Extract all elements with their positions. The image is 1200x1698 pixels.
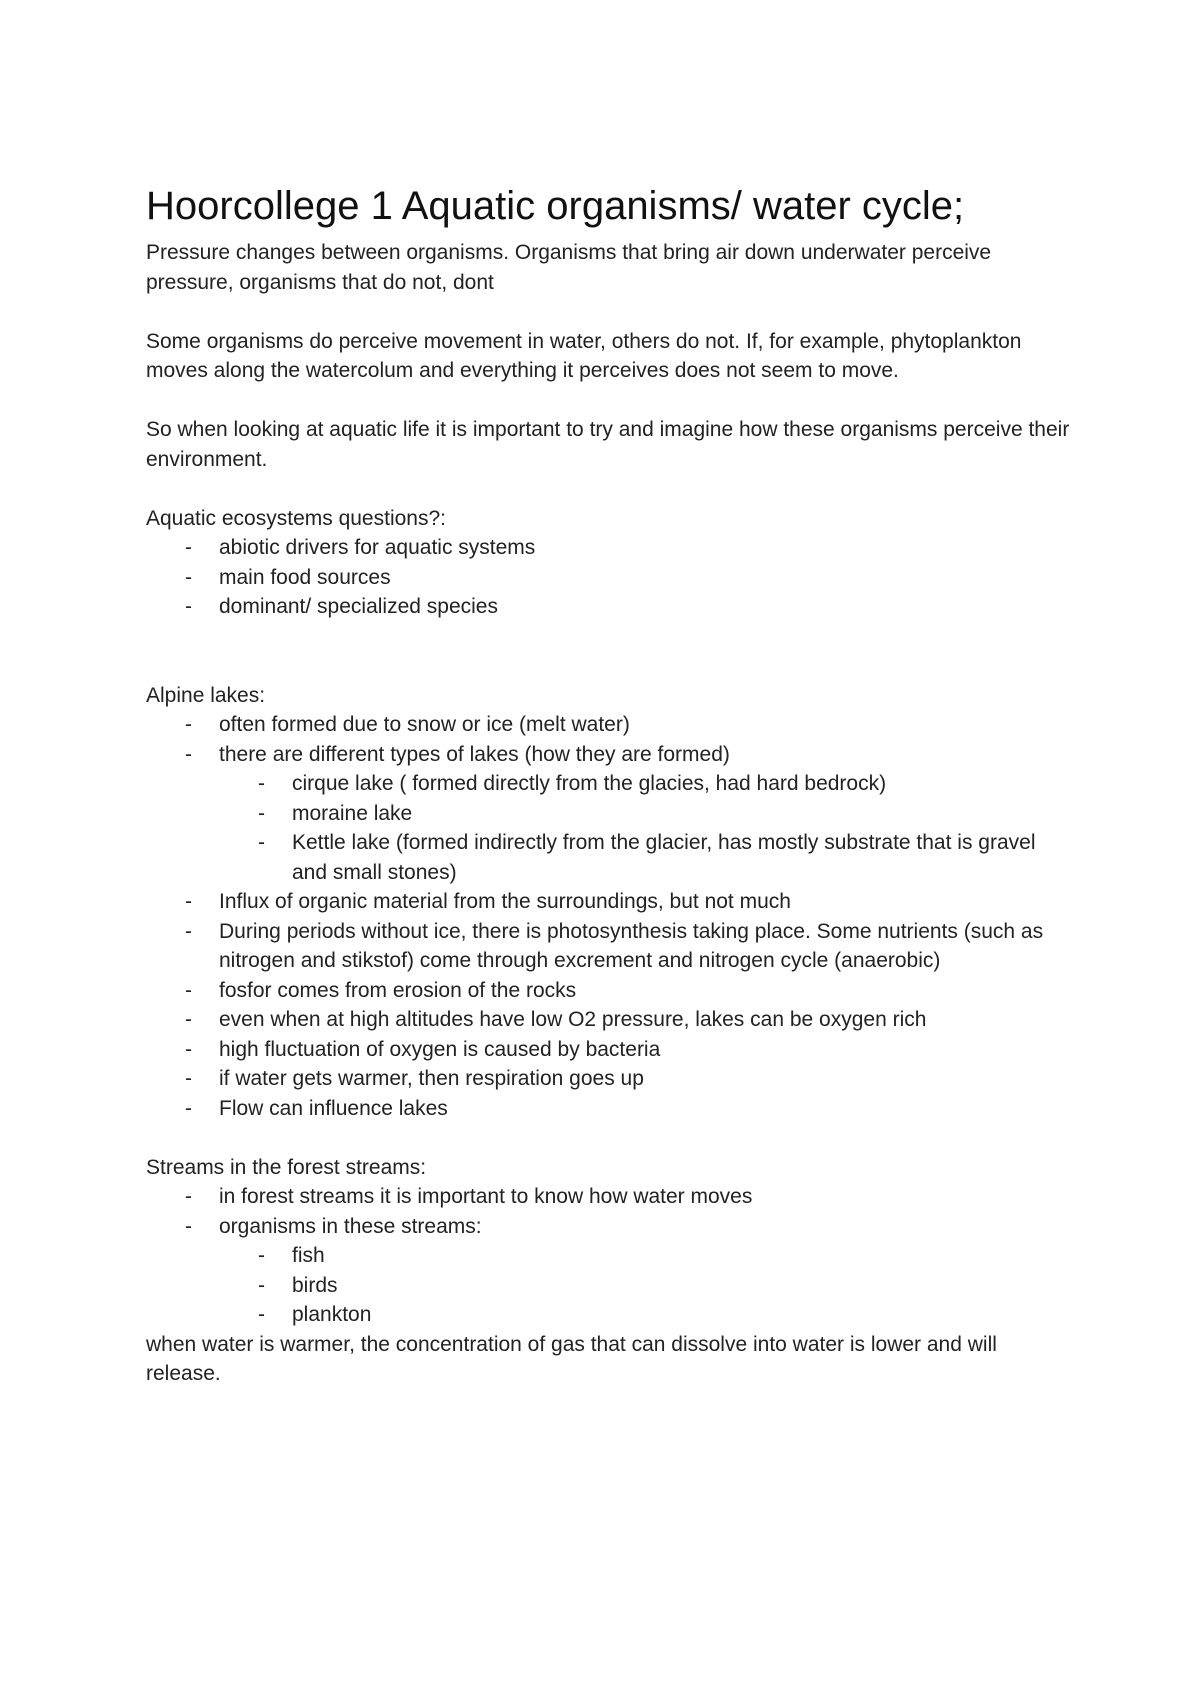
organisms-wrapper [146, 1241, 1076, 1330]
spacer [146, 1123, 1076, 1153]
lake-types-wrapper [146, 769, 1076, 887]
list-item: - in forest streams it is important to know how water moves [146, 1182, 1076, 1212]
list-item: - moraine lake [146, 799, 1076, 829]
spacer [146, 474, 1076, 504]
organisms-list [146, 1241, 1076, 1330]
list-item: - Flow can influence lakes [146, 1094, 1076, 1124]
spacer [146, 297, 1076, 327]
list-item: - fish [146, 1241, 1076, 1271]
list-item: - there are different types of lakes (how they are formed) [146, 740, 1076, 770]
list-item: - organisms in these streams: [146, 1212, 1076, 1242]
paragraph-pressure: Pressure changes between organisms. Organisms that bring air down underwater perceive pressure, organisms that do not, dont [146, 241, 992, 294]
list-item: - fosfor comes from erosion of the rocks [146, 976, 1076, 1006]
document-title: Hoorcollege 1 Aquatic organisms/ water cycle; [146, 184, 965, 228]
questions-heading: Aquatic ecosystems questions?: [146, 506, 446, 530]
list-item: - cirque lake ( formed directly from the glacies, had hard bedrock) [146, 769, 1076, 799]
spacer [146, 386, 1076, 416]
list-item: - Influx of organic material from the surroundings, but not much [146, 887, 1076, 917]
alpine-list [146, 710, 1076, 1123]
list-item: - main food sources [146, 563, 1076, 593]
list-item: - birds [146, 1271, 1076, 1301]
paragraph-closing: when water is warmer, the concentration of gas that can dissolve into water is lower and will release. [146, 1332, 997, 1385]
list-item: - During periods without ice, there is photosynthesis taking place. Some nutrients (such as nitrogen and stikstof) come through excrement and nitrogen cycle (anaerobic) [146, 917, 1076, 976]
list-item: - high fluctuation of oxygen is caused by bacteria [146, 1035, 1076, 1065]
lake-types-list [146, 769, 1076, 887]
streams-heading: Streams in the forest streams: [146, 1155, 427, 1179]
paragraph-aquatic-life: So when looking at aquatic life it is important to try and imagine how these organisms perceive their environment. [146, 418, 1070, 471]
list-item: - plankton [146, 1300, 1076, 1330]
document-page [146, 178, 1076, 1389]
list-item: - Kettle lake (formed indirectly from the glacier, has mostly substrate that is gravel and small stones) [146, 828, 1076, 887]
list-item: - often formed due to snow or ice (melt water) [146, 710, 1076, 740]
streams-list [146, 1182, 1076, 1330]
list-item: - abiotic drivers for aquatic systems [146, 533, 1076, 563]
spacer [146, 622, 1076, 681]
list-item: - dominant/ specialized species [146, 592, 1076, 622]
list-item: - even when at high altitudes have low O2 pressure, lakes can be oxygen rich [146, 1005, 1076, 1035]
list-item: - if water gets warmer, then respiration goes up [146, 1064, 1076, 1094]
paragraph-movement: Some organisms do perceive movement in water, others do not. If, for example, phytoplankton moves along the watercolum and everything it perceives does not seem to move. [146, 329, 1022, 382]
questions-list [146, 533, 1076, 622]
alpine-heading: Alpine lakes: [146, 683, 266, 707]
